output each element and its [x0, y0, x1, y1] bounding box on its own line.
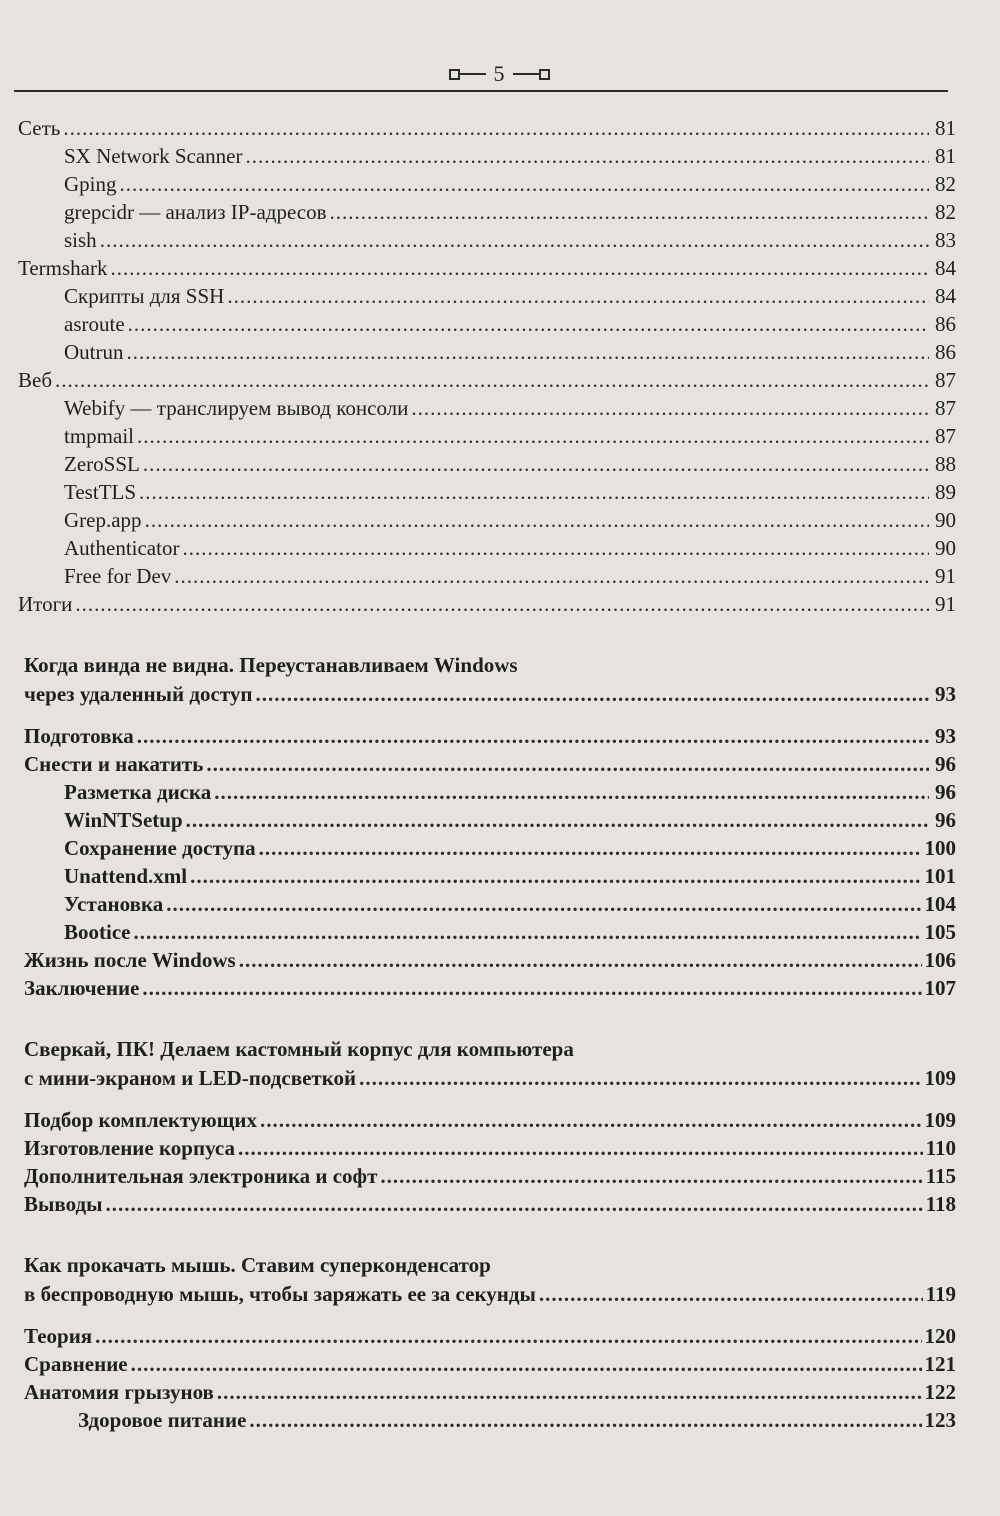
toc-entry-page: 120 [924, 1324, 956, 1348]
toc-entry-page: 93 [935, 724, 956, 748]
toc-entry[interactable] [64, 170, 956, 198]
dot-leader [245, 142, 929, 170]
toc-entry-page: 83 [935, 228, 956, 252]
toc-entry-page: 122 [924, 1380, 956, 1404]
ornament-left-line [460, 73, 486, 75]
toc-entry[interactable] [64, 394, 956, 422]
toc-entry-page: 109 [924, 1108, 956, 1132]
toc-entry[interactable] [64, 338, 956, 366]
toc-entry-title: TestTLS [64, 480, 137, 504]
toc-entry[interactable] [24, 1322, 956, 1350]
toc-entry-page: 90 [935, 508, 956, 532]
chapter-page: 93 [935, 682, 956, 706]
toc-entry-page: 100 [924, 836, 956, 860]
toc-entry[interactable] [24, 1378, 956, 1406]
dot-leader [239, 946, 922, 974]
toc-entry-title: tmpmail [64, 424, 134, 448]
page-header [14, 58, 948, 92]
toc-entry-title: Итоги [18, 592, 73, 616]
dot-leader [190, 862, 921, 890]
dot-leader [142, 974, 921, 1002]
toc-entry-title: WinNTSetup [64, 808, 183, 832]
toc-entry[interactable] [64, 534, 956, 562]
chapter-page: 109 [924, 1066, 956, 1090]
toc-entry-page: 107 [924, 976, 956, 1000]
dot-leader [63, 114, 929, 142]
toc-entry[interactable] [18, 366, 956, 394]
toc-entry-title: Выводы [24, 1192, 103, 1216]
toc-entry-page: 86 [935, 312, 956, 336]
toc-entry-title: ZeroSSL [64, 452, 140, 476]
toc-entry-page: 101 [924, 864, 956, 888]
toc-entry-title: Authenticator [64, 536, 180, 560]
toc-entry-page: 106 [924, 948, 956, 972]
chapter-block [0, 1034, 1000, 1218]
toc-entry[interactable] [24, 722, 956, 750]
toc-entry-title: Bootice [64, 920, 131, 944]
chapter-title-line1: Когда винда не видна. Переустанавливаем Windows [24, 653, 518, 677]
dot-leader [143, 450, 929, 478]
toc-entry-page: 91 [935, 592, 956, 616]
chapter-heading-entry[interactable] [24, 1064, 956, 1092]
chapter-block [0, 650, 1000, 1002]
dot-leader [227, 282, 929, 310]
toc-section [0, 114, 1000, 618]
dot-leader [75, 590, 929, 618]
toc-entry[interactable] [64, 890, 956, 918]
toc-entry-page: 123 [924, 1408, 956, 1432]
chapter-title-line1: Сверкай, ПК! Делаем кастомный корпус для компьютера [24, 1037, 574, 1061]
toc-entry[interactable] [18, 590, 956, 618]
dot-leader [206, 750, 929, 778]
toc-entry-title: Дополнительная электроника и софт [24, 1164, 378, 1188]
toc-entry-page: 110 [925, 1136, 956, 1160]
toc-entry[interactable] [64, 142, 956, 170]
dot-leader [139, 478, 929, 506]
toc-entry[interactable] [18, 254, 956, 282]
toc-entry-page: 86 [935, 340, 956, 364]
toc-entry-title: asroute [64, 312, 125, 336]
toc-entry-page: 84 [935, 256, 956, 280]
dot-leader [166, 890, 921, 918]
dot-leader [214, 778, 929, 806]
chapter-heading-entry[interactable] [24, 1280, 956, 1308]
toc-entry-title: SX Network Scanner [64, 144, 243, 168]
toc-entry[interactable] [64, 310, 956, 338]
dot-leader [259, 834, 922, 862]
dot-leader [186, 806, 929, 834]
page-number-ornament [414, 62, 584, 86]
chapter-title-line2: с мини-экраном и LED-подсветкой [24, 1066, 357, 1090]
dot-leader [131, 1350, 922, 1378]
ornament-left-box [449, 69, 460, 80]
dot-leader [106, 1190, 923, 1218]
toc-entry-title: Установка [64, 892, 164, 916]
toc-entry-title: Заключение [24, 976, 140, 1000]
dot-leader [55, 366, 929, 394]
dot-leader [127, 338, 930, 366]
dot-leader [411, 394, 929, 422]
dot-leader [238, 1134, 923, 1162]
toc-entry[interactable] [78, 1406, 956, 1434]
toc-entry-page: 84 [935, 284, 956, 308]
toc-entry-page: 121 [924, 1352, 956, 1376]
toc-entry-title: grepcidr — анализ IP-адресов [64, 200, 327, 224]
toc-entry-title: Free for Dev [64, 564, 172, 588]
toc-entry-page: 87 [935, 424, 956, 448]
dot-leader [260, 1106, 922, 1134]
toc-entry[interactable] [24, 946, 956, 974]
toc-entry[interactable] [64, 422, 956, 450]
toc-entry-page: 96 [935, 808, 956, 832]
toc-entry-page: 90 [935, 536, 956, 560]
chapter-title-line2: в беспроводную мышь, чтобы заряжать ее за секунды [24, 1282, 536, 1306]
toc-entry[interactable] [64, 778, 956, 806]
page-number: 5 [493, 61, 505, 86]
toc-entry-title: Анатомия грызунов [24, 1380, 214, 1404]
toc-entry-title: Снести и накатить [24, 752, 204, 776]
toc-entry[interactable] [64, 862, 956, 890]
toc-entry-title: Grep.app [64, 508, 142, 532]
toc-entry[interactable] [64, 918, 956, 946]
toc-entry-page: 105 [924, 920, 956, 944]
toc-entry[interactable] [64, 450, 956, 478]
toc-entry[interactable] [64, 562, 956, 590]
toc-entry-title: Разметка диска [64, 780, 212, 804]
dot-leader [133, 918, 921, 946]
toc-entry[interactable] [64, 806, 956, 834]
toc-entry-page: 81 [935, 144, 956, 168]
toc-entry[interactable] [64, 478, 956, 506]
chapter-page: 119 [925, 1282, 956, 1306]
toc-entry-page: 96 [935, 752, 956, 776]
toc-entry-title: Теория [24, 1324, 93, 1348]
toc-entry-title: Сеть [18, 116, 61, 140]
dot-leader [217, 1378, 922, 1406]
toc-entry-page: 96 [935, 780, 956, 804]
toc-entry-title: Подготовка [24, 724, 134, 748]
dot-leader [359, 1064, 921, 1092]
toc-entry-title: sish [64, 228, 97, 252]
toc-entry[interactable] [64, 506, 956, 534]
toc-entry[interactable] [18, 114, 956, 142]
dot-leader [95, 1322, 921, 1350]
chapter-block [0, 1250, 1000, 1434]
toc-entry-page: 81 [935, 116, 956, 140]
toc-entry[interactable] [24, 974, 956, 1002]
toc-entry-page: 104 [924, 892, 956, 916]
dot-leader [100, 226, 929, 254]
toc-entry[interactable] [64, 834, 956, 862]
toc-entry-title: Сохранение доступа [64, 836, 256, 860]
dot-leader [137, 722, 929, 750]
dot-leader [137, 422, 929, 450]
toc-entry[interactable] [64, 226, 956, 254]
dot-leader [120, 170, 930, 198]
ornament-right-box [539, 69, 550, 80]
toc-entry[interactable] [24, 1190, 956, 1218]
toc-entry[interactable] [24, 1162, 956, 1190]
toc-entry-page: 87 [935, 396, 956, 420]
chapter-title-line2: через удаленный доступ [24, 682, 253, 706]
toc-entry-page: 82 [935, 200, 956, 224]
chapter-title-line1: Как прокачать мышь. Ставим суперконденсатор [24, 1253, 491, 1277]
toc-entry-title: Веб [18, 368, 53, 392]
toc-chapters [0, 650, 1000, 1434]
dot-leader [330, 198, 929, 226]
dot-leader [380, 1162, 922, 1190]
toc-entry-title: Outrun [64, 340, 124, 364]
toc-entry[interactable] [24, 750, 956, 778]
toc-entry[interactable] [24, 1134, 956, 1162]
toc-entry-title: Termshark [18, 256, 108, 280]
toc-entry-page: 91 [935, 564, 956, 588]
toc-entry[interactable] [24, 1106, 956, 1134]
toc-entry-page: 118 [925, 1192, 956, 1216]
dot-leader [145, 506, 929, 534]
toc-entry-page: 82 [935, 172, 956, 196]
toc-entry[interactable] [24, 1350, 956, 1378]
dot-leader [249, 1406, 921, 1434]
toc-entry-title: Gping [64, 172, 117, 196]
dot-leader [182, 534, 929, 562]
toc-entry-title: Unattend.xml [64, 864, 188, 888]
toc-entry[interactable] [64, 282, 956, 310]
dot-leader [128, 310, 929, 338]
dot-leader [174, 562, 929, 590]
table-of-contents [0, 114, 1000, 1448]
toc-entry-title: Изготовление корпуса [24, 1136, 235, 1160]
toc-entry-title: Подбор комплектующих [24, 1108, 257, 1132]
chapter-heading-entry[interactable] [24, 680, 956, 708]
toc-entry-title: Webify — транслируем вывод консоли [64, 396, 409, 420]
toc-entry-page: 88 [935, 452, 956, 476]
dot-leader [255, 680, 929, 708]
toc-entry[interactable] [64, 198, 956, 226]
dot-leader [111, 254, 930, 282]
ornament-right-line [513, 73, 539, 75]
dot-leader [539, 1280, 923, 1308]
toc-entry-title: Здоровое питание [78, 1408, 247, 1432]
toc-entry-title: Скрипты для SSH [64, 284, 225, 308]
toc-entry-page: 87 [935, 368, 956, 392]
toc-entry-page: 115 [925, 1164, 956, 1188]
toc-entry-title: Сравнение [24, 1352, 128, 1376]
toc-entry-page: 89 [935, 480, 956, 504]
toc-entry-title: Жизнь после Windows [24, 948, 236, 972]
